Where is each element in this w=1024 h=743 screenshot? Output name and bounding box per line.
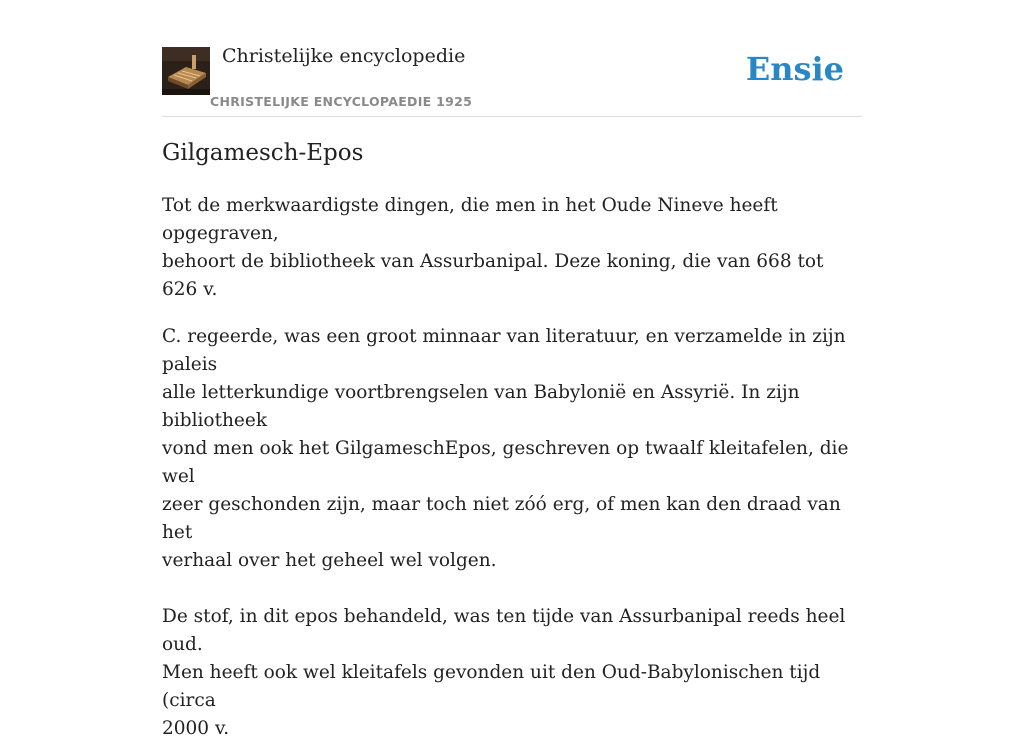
header xyxy=(162,0,862,117)
page xyxy=(162,0,862,739)
source-title[interactable]: Christelijke encyclopedie xyxy=(222,45,466,67)
source-subtitle: CHRISTELIJKE ENCYCLOPAEDIE 1925 xyxy=(210,94,473,109)
article-paragraph: De stof, in dit epos behandeld, was ten tijde van Assurbanipal reeds heel oud. Men heeft ook wel kleitafels gevonden uit den Oud-Babylonischen tijd (circa 2000 v. xyxy=(162,606,846,739)
source-avatar[interactable] xyxy=(162,47,210,95)
article-title: Gilgamesch-Epos xyxy=(162,140,364,166)
article-paragraph: Tot de merkwaardigste dingen, die men in het Oude Nineve heeft opgegraven, behoort de bibliotheek van Assurbanipal. Deze koning, die van 668 tot 626 v. xyxy=(162,195,824,300)
article-body xyxy=(162,192,862,743)
brand-logo[interactable]: Ensie xyxy=(745,50,844,88)
article-paragraph: C. regeerde, was een groot minnaar van literatuur, en verzamelde in zijn paleis alle letterkundige voortbrengselen van Babylonië en Assyrië. In zijn bibliotheek vond men ook het GilgameschEpos, geschreven op twaalf kleitafelen, die wel zeer geschonden zijn, maar toch niet zóó erg, of men kan den draad van het verhaal over het geheel wel volgen. xyxy=(162,326,849,571)
book-icon xyxy=(162,47,210,95)
